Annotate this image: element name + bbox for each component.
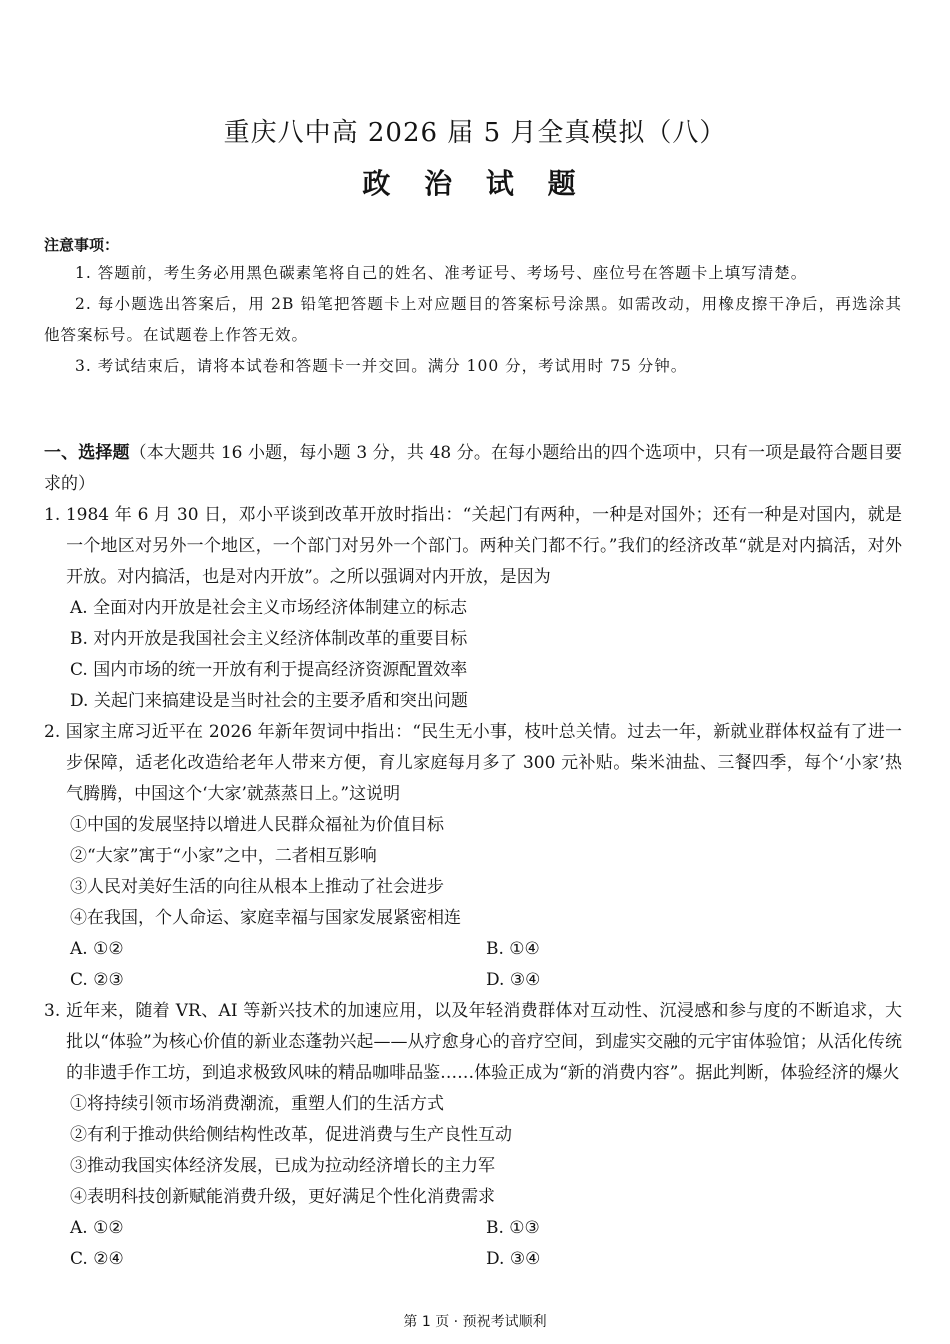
notes-section <box>44 232 902 382</box>
choice-3b: B. ①③ <box>486 1218 540 1238</box>
choices-row <box>44 1213 902 1244</box>
choice-3c: C. ②④ <box>70 1249 124 1269</box>
statement-2-4: ④在我国，个人命运、家庭幸福与国家发展紧密相连 <box>70 908 461 928</box>
page-footer: 第 1 页 · 预祝考试顺利 <box>403 1314 547 1330</box>
choice-2a: A. ①② <box>70 939 124 959</box>
question-stem-1: 1. 1984 年 6 月 30 日，邓小平谈到改革开放时指出：“关起门有两种，一种是对国外；还有一种是对国内，就是一个地区对另外一个地区，一个部门对另外一个部门。两种关门都不行。”我们的经济改革“就是对内搞活，对外开放。对内搞活，也是对内开放”。之所以强调对内开放，是因为 <box>44 505 902 587</box>
choices-row <box>44 965 902 996</box>
choices-row <box>44 934 902 965</box>
choice-2b: B. ①④ <box>486 939 540 959</box>
option-1d: D. 关起门来搞建设是当时社会的主要矛盾和突出问题 <box>70 691 468 711</box>
statement-3-4: ④表明科技创新赋能消费升级，更好满足个性化消费需求 <box>70 1187 495 1207</box>
statement-2-1: ①中国的发展坚持以增进人民群众福祉为价值目标 <box>70 815 444 835</box>
option-1c: C. 国内市场的统一开放有利于提高经济资源配置效率 <box>70 660 468 680</box>
notes-heading: 注意事项： <box>44 236 120 254</box>
exam-title: 重庆八中高 2026 届 5 月全真模拟（八） <box>223 118 727 148</box>
subject-title: 政 治 试 题 <box>362 167 588 200</box>
statement-2-2: ②“大家”寓于“小家”之中，二者相互影响 <box>70 846 377 866</box>
section-heading <box>44 438 902 500</box>
questions-body <box>44 438 902 1275</box>
statement-3-2: ②有利于推动供给侧结构性改革，促进消费与生产良性互动 <box>70 1125 512 1145</box>
choices-row <box>44 1244 902 1275</box>
choice-2d: D. ③④ <box>486 970 541 990</box>
question-stem-2: 2. 国家主席习近平在 2026 年新年贺词中指出：“民生无小事，枝叶总关情。过去一年，新就业群体权益有了进一步保障，适老化改造给老年人带来方便，育儿家庭每月多了 300 元补贴。柴米油盐、三餐四季，每个‘小家’热气腾腾，中国这个‘大家’就蒸蒸日上。”这说明 <box>44 722 902 804</box>
option-1b: B. 对内开放是我国社会主义经济体制改革的重要目标 <box>70 629 468 649</box>
section-label: 一、选择题 <box>44 443 130 463</box>
choice-2c: C. ②③ <box>70 970 124 990</box>
statement-2-3: ③人民对美好生活的向往从根本上推动了社会进步 <box>70 877 444 897</box>
question-stem-3: 3. 近年来，随着 VR、AI 等新兴技术的加速应用，以及年轻消费群体对互动性、沉浸感和参与度的不断追求，大批以“体验”为核心价值的新业态蓬勃兴起——从疗愈身心的音疗空间，到虚实交融的元宇宙体验馆；从活化传统的非遗手作工坊，到追求极致风味的精品咖啡品鉴……体验正成为“新的消费内容”。据此判断，体验经济的爆火 <box>44 1001 902 1083</box>
note-item: 2. 每小题选出答案后，用 2B 铅笔把答题卡上对应题目的答案标号涂黑。如需改动，用橡皮擦干净后，再选涂其他答案标号。在试题卷上作答无效。 <box>44 295 902 344</box>
section-desc: （本大题共 16 小题，每小题 3 分，共 48 分。在每小题给出的四个选项中，只有一项是最符合题目要求的） <box>44 443 902 494</box>
note-item: 3. 考试结束后，请将本试卷和答题卡一并交回。满分 100 分，考试用时 75 分钟。 <box>75 357 688 375</box>
statement-3-1: ①将持续引领市场消费潮流，重塑人们的生活方式 <box>70 1094 444 1114</box>
choice-3a: A. ①② <box>70 1218 124 1238</box>
choice-3d: D. ③④ <box>486 1249 541 1269</box>
option-1a: A. 全面对内开放是社会主义市场经济体制建立的标志 <box>70 598 468 618</box>
note-item: 1. 答题前，考生务必用黑色碳素笔将自己的姓名、准考证号、考场号、座位号在答题卡上填写清楚。 <box>75 264 808 282</box>
statement-3-3: ③推动我国实体经济发展，已成为拉动经济增长的主力军 <box>70 1156 495 1176</box>
